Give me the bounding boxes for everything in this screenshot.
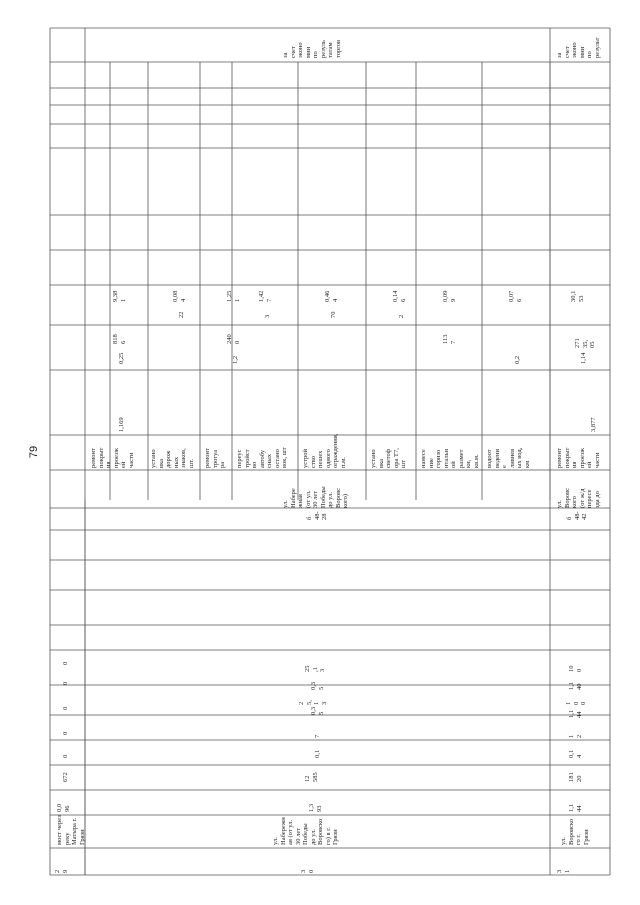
work-value: 0,08 4 [172,290,187,302]
row-value: 1 2 [568,734,583,738]
work-type: ремонт покрыт ия проезж ей части [556,447,601,468]
row-value: 0 [62,661,69,665]
work-value: 0,07 6 [508,290,523,302]
row-name: ул. Воровско го г. Грязи [560,818,590,845]
row-length: 0,0 96 [56,803,71,812]
funding-note-top: за счет эконо мии по резуль татам торгов [282,39,342,58]
row-value: 0 [62,706,69,710]
work-value: 1,14 [580,352,587,364]
row-number: 3 1 [556,869,571,873]
row-name: мост через реку Матыра г. Грязи [56,815,86,845]
row-value: 0 [62,681,69,685]
row-length: 1,3 93 [308,803,323,812]
work-value: 1,42 7 [258,290,273,302]
row-value: 0,3 5 [310,681,325,690]
row-value: 1,1 40 [568,681,583,690]
work-type: ремонт тротуа ра [204,448,226,468]
work-value: 1,25 1 [226,290,241,302]
row-area: 672 [62,772,69,782]
work-value: 9,38 1 [112,290,127,302]
row-value: 0,1 [314,749,321,758]
row-value: 2 5, 1 3 [298,700,328,705]
page-number: 79 [28,445,41,459]
work-value: 113 7 [442,334,457,344]
row-number: 2 9 [54,869,69,873]
row-value: 25 ,1 3 [304,665,326,672]
row-value: 10 0 [568,665,583,672]
work-type: переус тройст во автобу сных остано вок, шт [236,447,288,468]
row-value: 1,1 44 [568,709,583,718]
row-area: 12 585 [304,772,319,782]
work-type: устрой ство пешех одного ограждения, п.м. [302,433,347,468]
work-value: 2 [398,314,405,318]
row-value: 0,1 4 [568,749,583,758]
work-value: 0,46 4 [324,290,339,302]
row-value: 7 [314,734,321,738]
row-value: 0,3 5 [310,706,325,715]
work-value: 818 6 [112,334,127,344]
row-value: 0 [62,731,69,735]
work-value: 3 [264,314,271,318]
row-object: ул. Набере жная (от ул. 30 лет Победы до ул. Воровс кого) [282,486,349,508]
row-code: б 48- 28 [306,511,328,520]
row-code: б 48- 42 [566,511,588,520]
work-value: 1,2 [232,355,239,364]
work-type: устано вка светоф ора Т7, шт [370,448,407,468]
work-value: 22 [178,311,185,318]
row-number: 3 0 [300,869,315,873]
work-type: водоот ведени е ливнев ых вод, км [486,447,531,468]
work-value: 3,877 [590,417,597,432]
work-type: нанесе ние горизо нтальн ой размет ки, кв.м. [420,448,480,468]
work-value: 1,169 [118,417,125,432]
row-length: 1,1 44 [568,803,583,812]
work-value: 240 0 [226,334,241,344]
row-name: ул. Набережн ая (от ул. 30 лет Победы до ул. Воровско го) в г. Грязи [272,817,339,845]
work-value: 0,25 [118,352,125,364]
work-type: устано вка дорож ных знаков, шт. [150,448,195,468]
work-value: 0,14 6 [392,290,407,302]
row-value: 0 [62,754,69,758]
work-type: ремонт покрыт ия проезж ей части [90,447,135,468]
row-object: ул. Воровс кого (от ж/д пересе зда до [556,487,601,508]
work-value: 0,09 9 [442,290,457,302]
work-value: 0,2 [514,355,521,364]
work-value: 30,1 53 [570,290,585,302]
work-value: 271 35, 05 [574,338,596,348]
row-area: 181 20 [568,772,583,782]
work-value: 70 [330,311,337,318]
funding-note-bottom: за счет эконо мии по результ [556,37,601,58]
row-value: 1 0 0 [565,701,587,705]
